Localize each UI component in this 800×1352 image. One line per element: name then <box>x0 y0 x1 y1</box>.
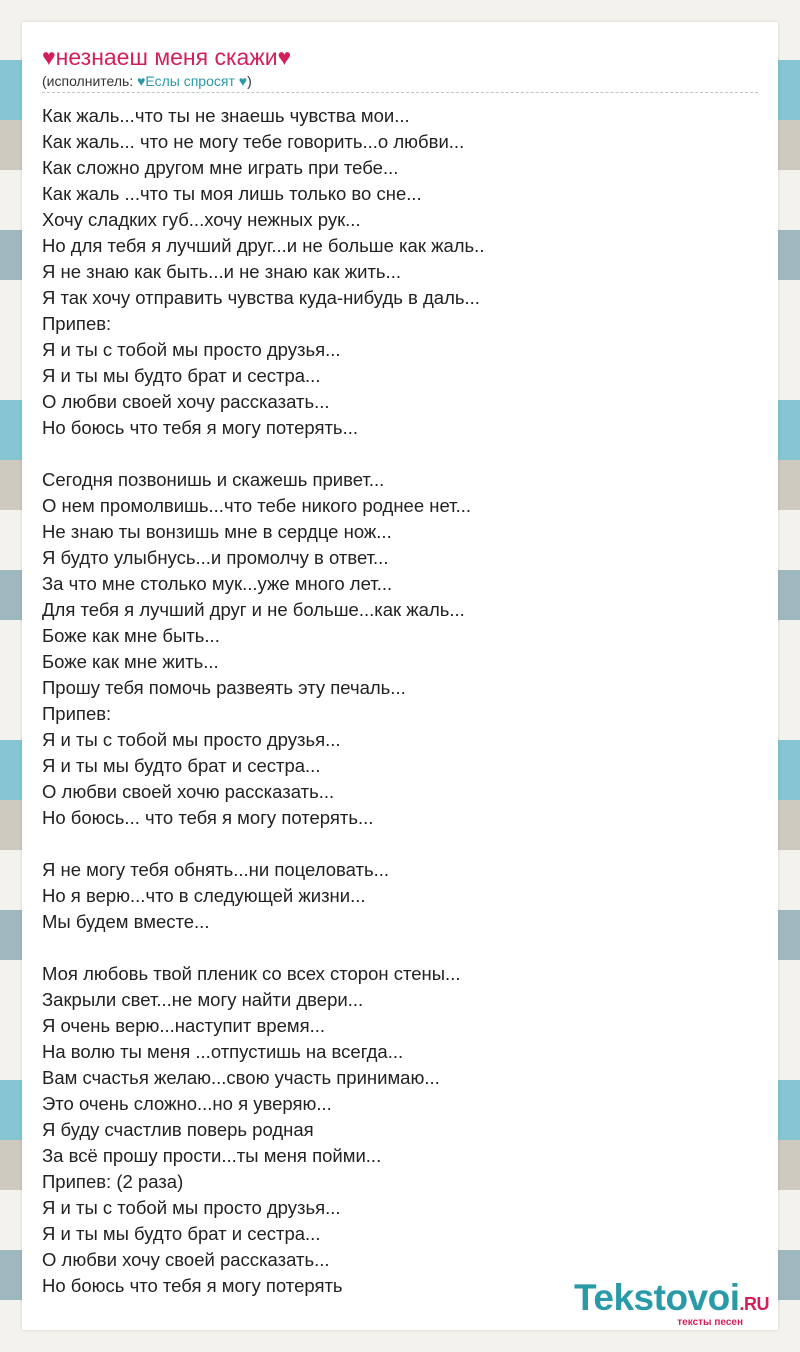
lyric-line: О любви своей хочу рассказать... <box>42 391 330 412</box>
lyric-line: Припев: (2 раза) <box>42 1171 184 1192</box>
logo-tagline: тексты песен <box>677 1317 743 1328</box>
lyrics-card <box>22 22 778 1330</box>
lyric-line: За что мне столько мук...уже много лет... <box>42 573 393 594</box>
lyric-line: Хочу сладких губ...хочу нежных рук... <box>42 209 361 230</box>
lyric-line: На волю ты меня ...отпустишь на всегда... <box>42 1041 404 1062</box>
lyric-line: Я не могу тебя обнять...ни поцеловать... <box>42 859 390 880</box>
lyric-line: Не знаю ты вонзишь мне в сердце нож... <box>42 521 392 542</box>
site-logo[interactable] <box>574 1277 769 1328</box>
lyric-line: О любви хочу своей рассказать... <box>42 1249 330 1270</box>
lyric-line: Я и ты с тобой мы просто друзья... <box>42 339 341 360</box>
lyric-line: Прошу тебя помочь развеять эту печаль... <box>42 677 406 698</box>
lyric-line: Боже как мне быть... <box>42 625 220 646</box>
lyric-line: Я так хочу отправить чувства куда-нибудь в даль... <box>42 287 480 308</box>
lyric-line: Я не знаю как быть...и не знаю как жить... <box>42 261 401 282</box>
lyric-line: О любви своей хочю рассказать... <box>42 781 335 802</box>
title-divider <box>42 92 758 93</box>
lyric-line: Вам счастья желаю...свою участь принимаю... <box>42 1067 440 1088</box>
lyric-line: Но боюсь что тебя я могу потерять <box>42 1275 343 1296</box>
logo-tld: .RU <box>739 1294 769 1314</box>
lyric-line: Я и ты с тобой мы просто друзья... <box>42 729 341 750</box>
artist-suffix: ) <box>247 73 252 89</box>
lyric-line: Как сложно другом мне играть при тебе... <box>42 157 399 178</box>
blank-line <box>42 441 758 467</box>
lyric-line: Припев: <box>42 313 112 334</box>
lyric-line: Но боюсь что тебя я могу потерять... <box>42 417 358 438</box>
lyric-line: Закрыли свет...не могу найти двери... <box>42 989 364 1010</box>
blank-line <box>42 831 758 857</box>
lyric-line: Я будто улыбнусь...и промолчу в ответ... <box>42 547 389 568</box>
lyric-line: Это очень сложно...но я уверяю... <box>42 1093 332 1114</box>
lyric-line: Сегодня позвонишь и скажешь привет... <box>42 469 385 490</box>
logo-name: Tekstovoi <box>574 1277 740 1318</box>
lyric-line: За всё прошу прости...ты меня пойми... <box>42 1145 382 1166</box>
lyric-line: Я и ты с тобой мы просто друзья... <box>42 1197 341 1218</box>
lyrics-text <box>42 103 758 1299</box>
lyric-line: Припев: <box>42 703 112 724</box>
lyric-line: Для тебя я лучший друг и не больше...как жаль... <box>42 599 465 620</box>
lyric-line: Я и ты мы будто брат и сестра... <box>42 1223 321 1244</box>
artist-link[interactable]: ♥Еслы спросят ♥ <box>137 73 248 89</box>
artist-line <box>42 73 252 89</box>
artist-prefix: (исполнитель: <box>42 73 138 89</box>
lyric-line: О нем промолвишь...что тебе никого роднее нет... <box>42 495 471 516</box>
lyric-line: Я буду счастлив поверь родная <box>42 1119 314 1140</box>
lyric-line: Как жаль...что ты не знаешь чувства мои... <box>42 105 410 126</box>
lyric-line: Но боюсь... что тебя я могу потерять... <box>42 807 374 828</box>
song-title: ♥незнаеш меня скажи♥ <box>42 44 292 70</box>
lyric-line: Мы будем вместе... <box>42 911 210 932</box>
lyric-line: Как жаль ...что ты моя лишь только во сне... <box>42 183 422 204</box>
lyric-line: Как жаль... что не могу тебе говорить...о любви... <box>42 131 465 152</box>
lyric-line: Я очень верю...наступит время... <box>42 1015 326 1036</box>
lyric-line: Боже как мне жить... <box>42 651 219 672</box>
lyric-line: Но для тебя я лучший друг...и не больше как жаль.. <box>42 235 485 256</box>
lyric-line: Моя любовь твой пленик со всех сторон стены... <box>42 963 461 984</box>
lyric-line: Но я верю...что в следующей жизни... <box>42 885 366 906</box>
blank-line <box>42 935 758 961</box>
lyric-line: Я и ты мы будто брат и сестра... <box>42 365 321 386</box>
lyric-line: Я и ты мы будто брат и сестра... <box>42 755 321 776</box>
